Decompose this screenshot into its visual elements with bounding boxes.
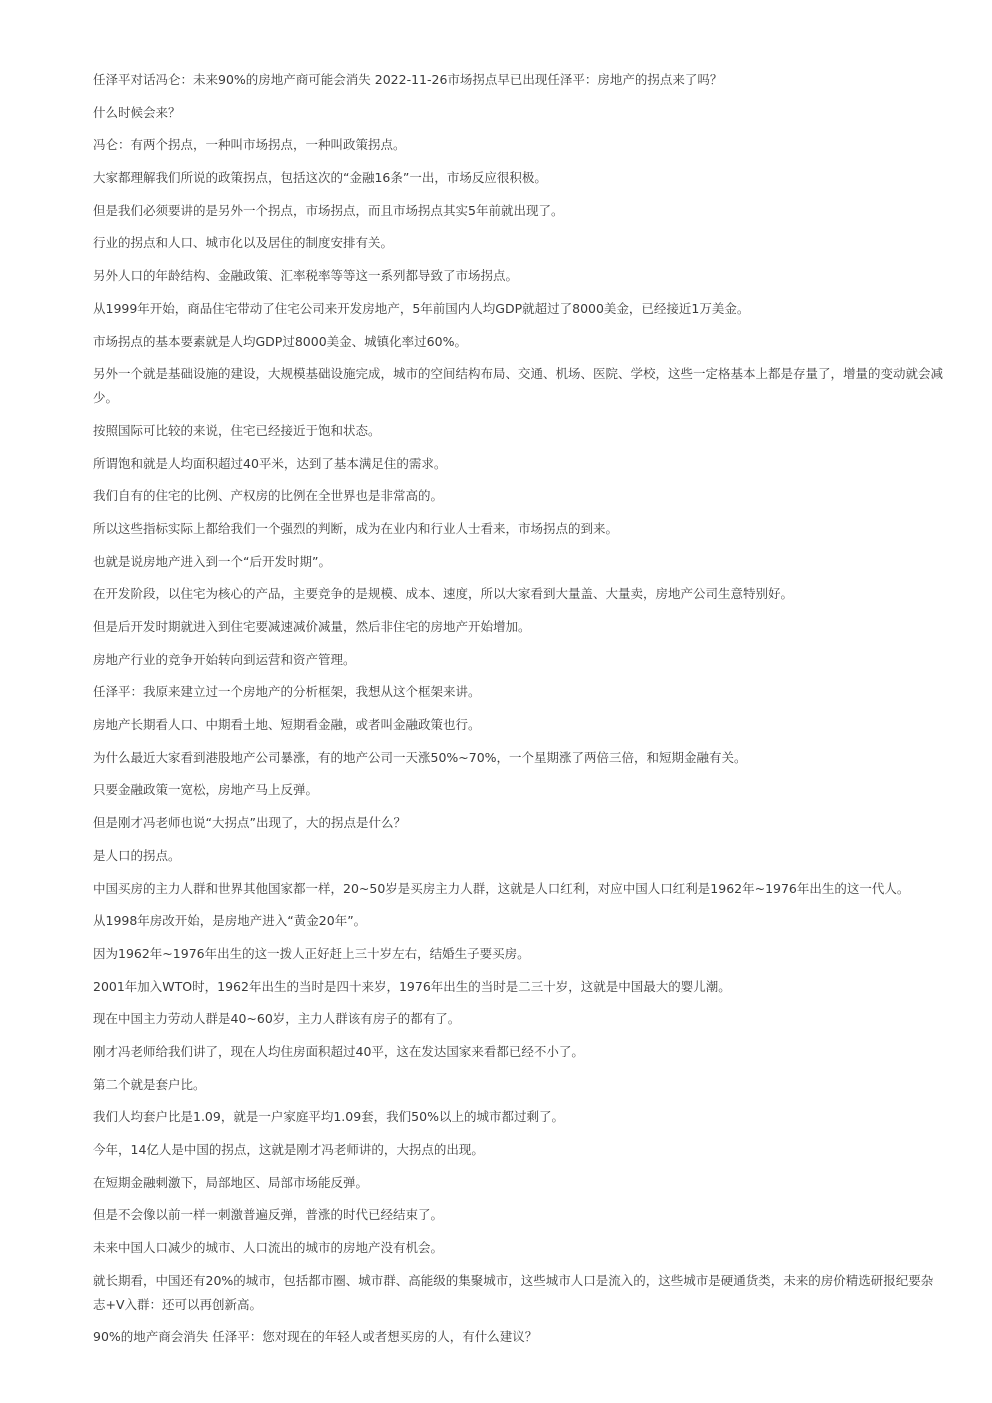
paragraph-9: 市场拐点的基本要素就是人均GDP过8000美金、城镇化率过60%。 xyxy=(93,333,467,349)
paragraph-1: 任泽平对话冯仑：未来90%的房地产商可能会消失 2022-11-26市场拐点早已出现任泽平：房地产的拐点来了吗？ xyxy=(93,72,723,87)
paragraph-21: 为什么最近大家看到港股地产公司暴涨，有的地产公司一天涨50%~70%，一个星期涨了两倍三倍，和短期金融有关。 xyxy=(93,749,747,765)
paragraph-10: 另外一个就是基础设施的建设，大规模基础设施完成，城市的空间结构布局、交通、机场、医院、学校，这些一定格基本上都是存量了，增量的变动就会减少。 xyxy=(93,366,944,406)
paragraph-17: 但是后开发时期就进入到住宅要减速减价减量，然后非住宅的房地产开始增加。 xyxy=(93,619,531,634)
paragraph-30: 刚才冯老师给我们讲了，现在人均住房面积超过40平，这在发达国家来看都已经不小了。 xyxy=(93,1043,584,1059)
paragraph-27: 因为1962年~1976年出生的这一拨人正好赶上三十岁左右，结婚生子要买房。 xyxy=(93,945,530,961)
paragraph-26: 从1998年房改开始，是房地产进入“黄金20年”。 xyxy=(93,913,367,929)
paragraph-14: 所以这些指标实际上都给我们一个强烈的判断，成为在业内和行业人士看来，市场拐点的到来。 xyxy=(93,520,619,536)
paragraph-13: 我们自有的住宅的比例、产权房的比例在全世界也是非常高的。 xyxy=(93,488,444,504)
paragraph-7: 另外人口的年龄结构、金融政策、汇率税率等等这一系列都导致了市场拐点。 xyxy=(93,268,519,284)
paragraph-4: 大家都理解我们所说的政策拐点，包括这次的“金融16条”一出，市场反应很积极。 xyxy=(93,170,547,186)
paragraph-34: 在短期金融刺激下，局部地区、局部市场能反弹。 xyxy=(93,1174,369,1190)
paragraph-2: 什么时候会来？ xyxy=(93,104,181,120)
paragraph-3: 冯仑：有两个拐点，一种叫市场拐点，一种叫政策拐点。 xyxy=(93,137,406,153)
paragraph-20: 房地产长期看人口、中期看土地、短期看金融，或者叫金融政策也行。 xyxy=(93,717,481,733)
paragraph-22: 只要金融政策一宽松，房地产马上反弹。 xyxy=(93,782,319,798)
paragraph-15: 也就是说房地产进入到一个“后开发时期”。 xyxy=(93,553,331,569)
paragraph-33: 今年，14亿人是中国的拐点，这就是刚才冯老师讲的，大拐点的出现。 xyxy=(93,1142,484,1157)
paragraph-5: 但是我们必须要讲的是另外一个拐点，市场拐点，而且市场拐点其实5年前就出现了。 xyxy=(93,202,564,218)
paragraph-25: 中国买房的主力人群和世界其他国家都一样，20~50岁是买房主力人群，这就是人口红利，对应中国人口红利是1962年~1976年出生的这一代人。 xyxy=(93,880,910,896)
article-body xyxy=(93,68,945,1358)
paragraph-12: 所谓饱和就是人均面积超过40平米，达到了基本满足住的需求。 xyxy=(93,455,447,471)
paragraph-37: 就长期看，中国还有20%的城市，包括都市圈、城市群、高能级的集聚城市，这些城市人口是流入的，这些城市是硬通货类，未来的房价精选研报纪要杂志+V入群：还可以再创新高。 xyxy=(93,1272,934,1312)
paragraph-36: 未来中国人口减少的城市、人口流出的城市的房地产没有机会。 xyxy=(93,1240,444,1256)
paragraph-8: 从1999年开始，商品住宅带动了住宅公司来开发房地产，5年前国内人均GDP就超过了8000美金，已经接近1万美金。 xyxy=(93,300,750,316)
paragraph-6: 行业的拐点和人口、城市化以及居住的制度安排有关。 xyxy=(93,235,394,251)
paragraph-24: 是人口的拐点。 xyxy=(93,847,181,863)
paragraph-38: 90%的地产商会消失 任泽平：您对现在的年轻人或者想买房的人，有什么建议？ xyxy=(93,1329,538,1345)
paragraph-29: 现在中国主力劳动人群是40~60岁，主力人群该有房子的都有了。 xyxy=(93,1011,461,1027)
paragraph-28: 2001年加入WTO时，1962年出生的当时是四十来岁，1976年出生的当时是二三十岁，这就是中国最大的婴儿潮。 xyxy=(93,978,731,994)
paragraph-11: 按照国际可比较的来说，住宅已经接近于饱和状态。 xyxy=(93,422,381,438)
paragraph-16: 在开发阶段，以住宅为核心的产品，主要竞争的是规模、成本、速度，所以大家看到大量盖、大量卖，房地产公司生意特别好。 xyxy=(93,586,794,602)
paragraph-19: 任泽平：我原来建立过一个房地产的分析框架，我想从这个框架来讲。 xyxy=(93,684,481,700)
paragraph-32: 我们人均套户比是1.09，就是一户家庭平均1.09套，我们50%以上的城市都过剩了。 xyxy=(93,1109,564,1125)
paragraph-35: 但是不会像以前一样一刺激普遍反弹，普涨的时代已经结束了。 xyxy=(93,1207,444,1223)
paragraph-31: 第二个就是套户比。 xyxy=(93,1076,206,1092)
paragraph-18: 房地产行业的竞争开始转向到运营和资产管理。 xyxy=(93,651,356,667)
paragraph-23: 但是刚才冯老师也说“大拐点”出现了，大的拐点是什么？ xyxy=(93,815,406,831)
